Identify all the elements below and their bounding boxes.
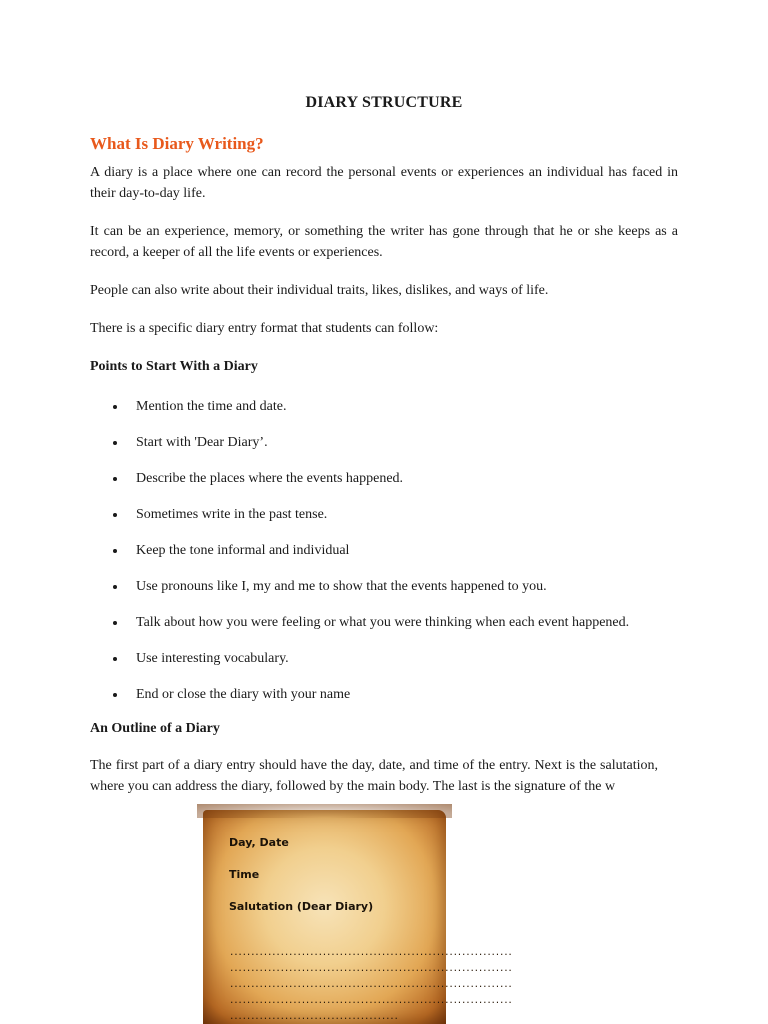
bullet-icon — [113, 477, 117, 481]
intro-paragraph-1: A diary is a place where one can record the personal events or experiences an individual has faced in their day-to-day life. — [90, 165, 678, 201]
outline-paragraph: The first part of a diary entry should have the day, date, and time of the entry. Next is the salutation, where you can address the diary, followed by the main body. The last is the signature of the w — [90, 758, 658, 794]
bullet-icon — [113, 585, 117, 589]
bullet-icon — [113, 621, 117, 625]
bullet-icon — [113, 405, 117, 409]
bullet-icon — [113, 441, 117, 445]
outline-heading: An Outline of a Diary — [90, 721, 220, 736]
bullet-icon — [113, 549, 117, 553]
page-title: DIARY STRUCTURE — [305, 94, 463, 111]
bullet-icon — [113, 693, 117, 697]
bullet-icon — [113, 513, 117, 517]
parchment-day-date: Day, Date — [229, 836, 289, 849]
intro-paragraph-4: There is a specific diary entry format that students can follow: — [90, 321, 439, 336]
parchment-dotted-line: ................................................................... — [229, 964, 512, 974]
parchment-salutation: Salutation (Dear Diary) — [229, 900, 374, 913]
parchment-time: Time — [229, 868, 260, 881]
parchment-dotted-line: ................................................................... — [229, 948, 512, 958]
parchment-dotted-line: ........................................ — [229, 1012, 398, 1022]
bullet-icon — [113, 657, 117, 661]
intro-paragraph-3: People can also write about their individual traits, likes, dislikes, and ways of life. — [90, 283, 549, 298]
diary-template-image — [203, 810, 512, 1024]
points-heading: Points to Start With a Diary — [90, 359, 258, 374]
intro-paragraph-2: It can be an experience, memory, or something the writer has gone through that he or she keeps as a record, a keeper of all the life events or experiences. — [90, 224, 678, 260]
parchment-dotted-line: ................................................................... — [229, 980, 512, 990]
section-heading: What Is Diary Writing? — [90, 134, 264, 153]
document-page: DIARY STRUCTURE What Is Diary Writing? A diary is a place where one can record the personal events or experiences an individual has faced in their day-to-day life. It can be an experience, memory, or something the writer has gone through that he or she keeps as a record, a keeper of all the life events or experiences. People can also write about their individual traits, likes, dislikes, and ways of life. There is a specific diary entry format that students can follow: Points to Start With a Diary Mention the time and date. Start with 'Dear Diary’. Describe the places where the events happened. Sometimes write in the past tense. Keep the tone informal and individual Use pronouns like I, my and me to show that the events happened to you. Talk about how you were feeling or what you were thinking when each event happened. Use interesting vocabulary. End or close the diary with your name An Outline of a Diary The first part of a diary entry should have the day, date, and time of the entry. Next is the salutation, where you can address the diary, followed by the main body. The last is the signature of the w Day, Date Time Salutation (Dear Diary) ................................................................... ................................................................... ................................................................... ................................................................... ........................................ — [0, 0, 768, 1024]
parchment-dotted-line: ................................................................... — [229, 996, 512, 1006]
